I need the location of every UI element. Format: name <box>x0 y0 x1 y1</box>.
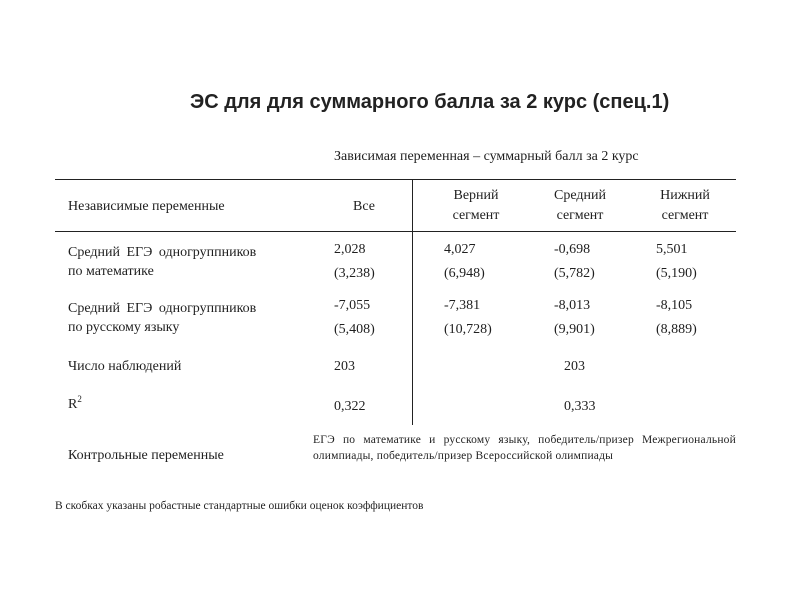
row-russian-upper-se: (10,728) <box>444 322 492 337</box>
row-math-all-coef: 2,028 <box>334 242 366 257</box>
row-math-lower-se: (5,190) <box>656 266 697 281</box>
row-russian-upper-coef: -7,381 <box>444 298 481 313</box>
header-independent-variables: Независимые переменные <box>68 199 225 214</box>
row-russian-label-line1: Средний ЕГЭ одногруппников <box>68 301 257 316</box>
header-middle-segment-line1: Средний <box>554 188 606 203</box>
row-russian-middle-coef: -8,013 <box>554 298 591 313</box>
header-all: Все <box>353 199 375 214</box>
row-math-upper-se: (6,948) <box>444 266 485 281</box>
row-russian-label-line2: по русскому языку <box>68 320 180 335</box>
row-russian-middle-se: (9,901) <box>554 322 595 337</box>
row-observations-all: 203 <box>334 359 355 374</box>
r-squared-symbol: R <box>68 397 78 412</box>
row-controls-label: Контрольные переменные <box>68 448 224 463</box>
row-observations-segments: 203 <box>564 359 585 374</box>
row-math-all-se: (3,238) <box>334 266 375 281</box>
table-header-rule <box>55 231 736 232</box>
header-upper-segment-line2: сегмент <box>452 208 500 223</box>
row-math-lower-coef: 5,501 <box>656 242 688 257</box>
row-math-label-line2: по математике <box>68 264 154 279</box>
row-controls-text: ЕГЭ по математике и русскому языку, победитель/призер Межрегиональной олимпиады, победитель/призер Всероссийской олимпиады <box>313 434 736 462</box>
header-lower-segment-line1: Нижний <box>660 188 710 203</box>
row-russian-all-coef: -7,055 <box>334 298 371 313</box>
header-upper-segment-line1: Верний <box>453 188 499 203</box>
r-squared-superscript: 2 <box>77 394 82 404</box>
row-math-middle-coef: -0,698 <box>554 242 591 257</box>
header-lower-segment-line2: сегмент <box>661 208 709 223</box>
footnote: В скобках указаны робастные стандартные ошибки оценок коэффициентов <box>55 500 424 512</box>
dependent-variable-caption: Зависимая переменная – суммарный балл за 2 курс <box>334 149 639 164</box>
row-russian-lower-coef: -8,105 <box>656 298 693 313</box>
row-russian-all-se: (5,408) <box>334 322 375 337</box>
slide-title: ЭС для для суммарного балла за 2 курс (спец.1) <box>190 91 670 113</box>
row-russian-lower-se: (8,889) <box>656 322 697 337</box>
row-r-squared-label <box>68 395 82 415</box>
header-middle-segment-line2: сегмент <box>556 208 604 223</box>
row-math-label-line1: Средний ЕГЭ одногруппников <box>68 245 257 260</box>
row-math-middle-se: (5,782) <box>554 266 595 281</box>
table-top-rule <box>55 179 736 180</box>
table-divider-rule <box>412 179 413 425</box>
row-r-squared-all: 0,322 <box>334 399 366 414</box>
row-observations-label: Число наблюдений <box>68 359 182 374</box>
row-math-upper-coef: 4,027 <box>444 242 476 257</box>
row-r-squared-segments: 0,333 <box>564 399 596 414</box>
